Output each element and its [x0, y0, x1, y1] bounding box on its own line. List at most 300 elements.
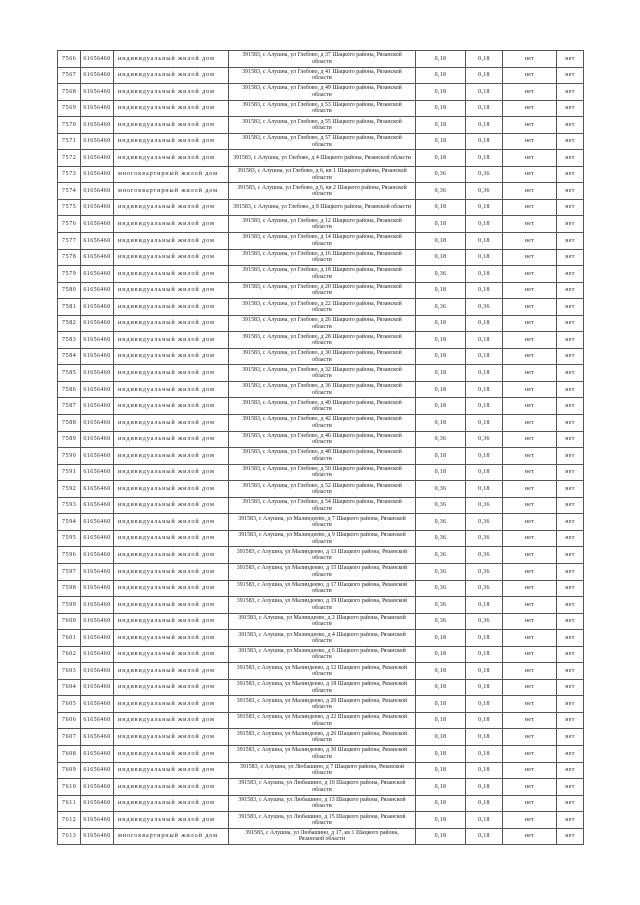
value-1: 0,36: [416, 581, 466, 598]
oktmo-code: 61656460: [81, 432, 114, 449]
flag-1: нет: [503, 746, 557, 763]
flag-2: нет: [557, 597, 584, 614]
row-number: 7572: [58, 150, 81, 167]
value-2: 0,36: [466, 498, 503, 515]
value-1: 0,18: [416, 415, 466, 432]
flag-1: нет: [503, 779, 557, 796]
flag-1: нет: [503, 547, 557, 564]
row-number: 7602: [58, 647, 81, 664]
oktmo-code: 61656460: [81, 216, 114, 233]
flag-1: нет: [503, 729, 557, 746]
table-row: [58, 101, 584, 118]
building-type: индивидуальный жилой дом: [114, 101, 229, 118]
table-row: [58, 216, 584, 233]
building-type: многоквартирный жилой дом: [114, 829, 229, 846]
value-2: 0,18: [466, 117, 503, 134]
address: 391583, с Алушна, ул Глебово, д 16 Шацкого района, Рязанской области: [229, 250, 416, 267]
address: 391583, с Алушна, ул Глебово, д 49 Шацкого района, Рязанской области: [229, 84, 416, 101]
flag-2: нет: [557, 365, 584, 382]
row-number: 7586: [58, 382, 81, 399]
flag-1: нет: [503, 200, 557, 217]
building-type: индивидуальный жилой дом: [114, 150, 229, 167]
value-2: 0,18: [466, 829, 503, 846]
address: 391583, с Алушна, ул Глебово, д 37 Шацкого района, Рязанской области: [229, 51, 416, 68]
address: 391583, с Алушна, ул Глебово, д 40 Шацкого района, Рязанской области: [229, 398, 416, 415]
table-row: [58, 680, 584, 697]
address: 391583, с Алушна, ул Глебово, д 18 Шацкого района, Рязанской области: [229, 266, 416, 283]
flag-1: нет: [503, 299, 557, 316]
oktmo-code: 61656460: [81, 713, 114, 730]
address: 391583, с Алушна, ул Глебово, д 22 Шацкого района, Рязанской области: [229, 299, 416, 316]
address: 391583, с Алушна, ул Глебово, д 42 Шацкого района, Рязанской области: [229, 415, 416, 432]
building-type: индивидуальный жилой дом: [114, 432, 229, 449]
building-type: индивидуальный жилой дом: [114, 547, 229, 564]
row-number: 7570: [58, 117, 81, 134]
table-row: [58, 763, 584, 780]
value-1: 0,18: [416, 68, 466, 85]
row-number: 7606: [58, 713, 81, 730]
value-2: 0,18: [466, 481, 503, 498]
building-type: индивидуальный жилой дом: [114, 812, 229, 829]
value-2: 0,36: [466, 183, 503, 200]
flag-1: нет: [503, 680, 557, 697]
oktmo-code: 61656460: [81, 134, 114, 151]
oktmo-code: 61656460: [81, 365, 114, 382]
building-type: индивидуальный жилой дом: [114, 316, 229, 333]
oktmo-code: 61656460: [81, 299, 114, 316]
value-2: 0,18: [466, 200, 503, 217]
flag-1: нет: [503, 101, 557, 118]
oktmo-code: 61656460: [81, 465, 114, 482]
value-1: 0,18: [416, 647, 466, 664]
building-type: индивидуальный жилой дом: [114, 696, 229, 713]
flag-2: нет: [557, 448, 584, 465]
flag-1: нет: [503, 647, 557, 664]
building-type: индивидуальный жилой дом: [114, 349, 229, 366]
flag-1: нет: [503, 117, 557, 134]
value-2: 0,18: [466, 382, 503, 399]
table-row: [58, 547, 584, 564]
row-number: 7573: [58, 167, 81, 184]
value-1: 0,18: [416, 448, 466, 465]
row-number: 7578: [58, 250, 81, 267]
oktmo-code: 61656460: [81, 663, 114, 680]
building-type: индивидуальный жилой дом: [114, 200, 229, 217]
value-1: 0,36: [416, 597, 466, 614]
flag-1: нет: [503, 233, 557, 250]
value-1: 0,18: [416, 663, 466, 680]
table-row: [58, 266, 584, 283]
address: 391583, с Алушна, ул Глебово, д 28 Шацкого района, Рязанской области: [229, 332, 416, 349]
oktmo-code: 61656460: [81, 630, 114, 647]
value-1: 0,36: [416, 531, 466, 548]
row-number: 7605: [58, 696, 81, 713]
table-row: [58, 134, 584, 151]
flag-2: нет: [557, 84, 584, 101]
table-row: [58, 581, 584, 598]
address: 391583, с Алушна, ул Глебово, д 30 Шацкого района, Рязанской области: [229, 349, 416, 366]
flag-1: нет: [503, 514, 557, 531]
table-row: [58, 150, 584, 167]
flag-2: нет: [557, 547, 584, 564]
flag-1: нет: [503, 382, 557, 399]
flag-1: нет: [503, 465, 557, 482]
table-row: [58, 829, 584, 846]
row-number: 7583: [58, 332, 81, 349]
oktmo-code: 61656460: [81, 382, 114, 399]
row-number: 7575: [58, 200, 81, 217]
row-number: 7596: [58, 547, 81, 564]
oktmo-code: 61656460: [81, 746, 114, 763]
value-1: 0,18: [416, 332, 466, 349]
value-1: 0,36: [416, 432, 466, 449]
value-2: 0,18: [466, 349, 503, 366]
row-number: 7566: [58, 51, 81, 68]
flag-2: нет: [557, 266, 584, 283]
value-1: 0,18: [416, 117, 466, 134]
address: 391583, с Алушна, ул Глебово, д 46 Шацкого района, Рязанской области: [229, 432, 416, 449]
oktmo-code: 61656460: [81, 448, 114, 465]
flag-2: нет: [557, 51, 584, 68]
flag-2: нет: [557, 630, 584, 647]
value-2: 0,18: [466, 746, 503, 763]
flag-1: нет: [503, 713, 557, 730]
value-2: 0,18: [466, 233, 503, 250]
row-number: 7568: [58, 84, 81, 101]
oktmo-code: 61656460: [81, 117, 114, 134]
row-number: 7585: [58, 365, 81, 382]
value-1: 0,18: [416, 283, 466, 300]
building-type: индивидуальный жилой дом: [114, 216, 229, 233]
value-2: 0,18: [466, 779, 503, 796]
oktmo-code: 61656460: [81, 415, 114, 432]
table-row: [58, 250, 584, 267]
value-1: 0,36: [416, 299, 466, 316]
address: 391583, с Алушна, ул Глебово, д 52 Шацкого района, Рязанской области: [229, 481, 416, 498]
flag-2: нет: [557, 200, 584, 217]
value-2: 0,36: [466, 531, 503, 548]
table-row: [58, 696, 584, 713]
flag-2: нет: [557, 481, 584, 498]
flag-1: нет: [503, 183, 557, 200]
row-number: 7600: [58, 614, 81, 631]
oktmo-code: 61656460: [81, 183, 114, 200]
row-number: 7582: [58, 316, 81, 333]
value-2: 0,18: [466, 365, 503, 382]
value-1: 0,36: [416, 547, 466, 564]
address: 391583, с Алушна, ул Любашино, д 17, кв 1 Шацкого района, Рязанской области: [229, 829, 416, 846]
value-2: 0,36: [466, 564, 503, 581]
flag-1: нет: [503, 829, 557, 846]
row-number: 7612: [58, 812, 81, 829]
address: 391583, с Алушна, ул Малиндеево, д 22 Шацкого района, Рязанской области: [229, 713, 416, 730]
flag-2: нет: [557, 498, 584, 515]
row-number: 7589: [58, 432, 81, 449]
row-number: 7598: [58, 581, 81, 598]
table-row: [58, 283, 584, 300]
table-row: [58, 299, 584, 316]
address: 391583, с Алушна, ул Малиндеево, д 4 Шацкого района, Рязанской области: [229, 630, 416, 647]
oktmo-code: 61656460: [81, 614, 114, 631]
address: 391583, с Алушна, ул Малиндеево, д 7 Шацкого района, Рязанской области: [229, 514, 416, 531]
value-2: 0,18: [466, 283, 503, 300]
address: 391583, с Алушна, ул Глебово, д 6, кв 2 Шацкого района, Рязанской области: [229, 183, 416, 200]
flag-2: нет: [557, 514, 584, 531]
oktmo-code: 61656460: [81, 498, 114, 515]
building-type: индивидуальный жилой дом: [114, 531, 229, 548]
flag-2: нет: [557, 349, 584, 366]
oktmo-code: 61656460: [81, 680, 114, 697]
flag-1: нет: [503, 316, 557, 333]
address: 391583, с Алушна, ул Любашино, д 15 Шацкого района, Рязанской области: [229, 812, 416, 829]
row-number: 7601: [58, 630, 81, 647]
value-1: 0,18: [416, 779, 466, 796]
row-number: 7611: [58, 796, 81, 813]
value-1: 0,36: [416, 564, 466, 581]
row-number: 7579: [58, 266, 81, 283]
building-type: индивидуальный жилой дом: [114, 398, 229, 415]
row-number: 7603: [58, 663, 81, 680]
row-number: 7567: [58, 68, 81, 85]
value-1: 0,36: [416, 266, 466, 283]
building-type: индивидуальный жилой дом: [114, 514, 229, 531]
flag-2: нет: [557, 233, 584, 250]
table-row: [58, 349, 584, 366]
table-row: [58, 51, 584, 68]
flag-2: нет: [557, 283, 584, 300]
table-row: [58, 84, 584, 101]
value-1: 0,18: [416, 630, 466, 647]
flag-1: нет: [503, 68, 557, 85]
row-number: 7581: [58, 299, 81, 316]
flag-2: нет: [557, 332, 584, 349]
flag-2: нет: [557, 250, 584, 267]
row-number: 7595: [58, 531, 81, 548]
value-1: 0,18: [416, 84, 466, 101]
value-1: 0,36: [416, 614, 466, 631]
oktmo-code: 61656460: [81, 398, 114, 415]
oktmo-code: 61656460: [81, 696, 114, 713]
value-2: 0,18: [466, 316, 503, 333]
flag-2: нет: [557, 167, 584, 184]
building-type: индивидуальный жилой дом: [114, 597, 229, 614]
flag-1: нет: [503, 398, 557, 415]
building-type: индивидуальный жилой дом: [114, 481, 229, 498]
value-2: 0,36: [466, 167, 503, 184]
table-row: [58, 382, 584, 399]
value-2: 0,18: [466, 68, 503, 85]
flag-2: нет: [557, 134, 584, 151]
row-number: 7571: [58, 134, 81, 151]
flag-1: нет: [503, 51, 557, 68]
building-type: индивидуальный жилой дом: [114, 465, 229, 482]
building-type: индивидуальный жилой дом: [114, 415, 229, 432]
value-1: 0,18: [416, 250, 466, 267]
row-number: 7597: [58, 564, 81, 581]
building-type: индивидуальный жилой дом: [114, 299, 229, 316]
flag-1: нет: [503, 796, 557, 813]
row-number: 7610: [58, 779, 81, 796]
value-1: 0,18: [416, 829, 466, 846]
oktmo-code: 61656460: [81, 283, 114, 300]
building-type: индивидуальный жилой дом: [114, 729, 229, 746]
oktmo-code: 61656460: [81, 250, 114, 267]
flag-1: нет: [503, 415, 557, 432]
flag-2: нет: [557, 614, 584, 631]
address: 391583, с Алушна, ул Малиндеево, д 18 Шацкого района, Рязанской области: [229, 680, 416, 697]
flag-2: нет: [557, 680, 584, 697]
value-1: 0,18: [416, 746, 466, 763]
table-row: [58, 167, 584, 184]
table-row: [58, 316, 584, 333]
table-row: [58, 796, 584, 813]
address: 391583, с Алушна, ул Глебово, д 14 Шацкого района, Рязанской области: [229, 233, 416, 250]
value-2: 0,36: [466, 614, 503, 631]
flag-2: нет: [557, 647, 584, 664]
value-2: 0,18: [466, 729, 503, 746]
value-2: 0,18: [466, 812, 503, 829]
value-1: 0,18: [416, 763, 466, 780]
oktmo-code: 61656460: [81, 200, 114, 217]
value-2: 0,18: [466, 763, 503, 780]
address: 391583, с Алушна, ул Малиндеево, д 20 Шацкого района, Рязанской области: [229, 696, 416, 713]
flag-2: нет: [557, 531, 584, 548]
row-number: 7574: [58, 183, 81, 200]
address: 391583, с Алушна, ул Малиндеево, д 15 Шацкого района, Рязанской области: [229, 564, 416, 581]
oktmo-code: 61656460: [81, 101, 114, 118]
table-row: [58, 415, 584, 432]
value-1: 0,36: [416, 167, 466, 184]
table-row: [58, 614, 584, 631]
building-type: многоквартирный жилой дом: [114, 183, 229, 200]
flag-2: нет: [557, 812, 584, 829]
building-type: индивидуальный жилой дом: [114, 647, 229, 664]
table-row: [58, 746, 584, 763]
building-type: индивидуальный жилой дом: [114, 796, 229, 813]
value-1: 0,18: [416, 316, 466, 333]
value-1: 0,18: [416, 51, 466, 68]
value-1: 0,18: [416, 398, 466, 415]
building-type: индивидуальный жилой дом: [114, 763, 229, 780]
oktmo-code: 61656460: [81, 547, 114, 564]
address: 391583, с Алушна, ул Глебово, д 48 Шацкого района, Рязанской области: [229, 448, 416, 465]
building-type: индивидуальный жилой дом: [114, 332, 229, 349]
building-type: индивидуальный жилой дом: [114, 233, 229, 250]
building-type: индивидуальный жилой дом: [114, 663, 229, 680]
flag-1: нет: [503, 432, 557, 449]
row-number: 7587: [58, 398, 81, 415]
oktmo-code: 61656460: [81, 481, 114, 498]
value-1: 0,36: [416, 514, 466, 531]
table-row: [58, 531, 584, 548]
value-1: 0,36: [416, 498, 466, 515]
address: 391583, с Алушна, ул Глебово, д 4 Шацкого района, Рязанской области: [229, 150, 416, 167]
table-row: [58, 183, 584, 200]
flag-2: нет: [557, 382, 584, 399]
value-2: 0,36: [466, 581, 503, 598]
flag-2: нет: [557, 183, 584, 200]
oktmo-code: 61656460: [81, 812, 114, 829]
flag-1: нет: [503, 663, 557, 680]
value-1: 0,18: [416, 233, 466, 250]
address: 391583, с Алушна, ул Глебово, д 6, кв 1 Шацкого района, Рязанской области: [229, 167, 416, 184]
value-2: 0,18: [466, 597, 503, 614]
building-type: индивидуальный жилой дом: [114, 746, 229, 763]
flag-1: нет: [503, 266, 557, 283]
value-1: 0,18: [416, 216, 466, 233]
flag-2: нет: [557, 829, 584, 846]
table-row: [58, 117, 584, 134]
row-number: 7594: [58, 514, 81, 531]
flag-1: нет: [503, 812, 557, 829]
value-2: 0,18: [466, 663, 503, 680]
flag-1: нет: [503, 332, 557, 349]
building-type: многоквартирный жилой дом: [114, 167, 229, 184]
address: 391583, с Алушна, ул Малиндеево, д 30 Шацкого района, Рязанской области: [229, 746, 416, 763]
oktmo-code: 61656460: [81, 763, 114, 780]
building-type: индивидуальный жилой дом: [114, 266, 229, 283]
value-2: 0,18: [466, 84, 503, 101]
table-row: [58, 332, 584, 349]
value-1: 0,18: [416, 713, 466, 730]
oktmo-code: 61656460: [81, 150, 114, 167]
address: 391583, с Алушна, ул Глебово, д 32 Шацкого района, Рязанской области: [229, 365, 416, 382]
building-type: индивидуальный жилой дом: [114, 564, 229, 581]
building-type: индивидуальный жилой дом: [114, 84, 229, 101]
flag-1: нет: [503, 531, 557, 548]
building-type: индивидуальный жилой дом: [114, 581, 229, 598]
oktmo-code: 61656460: [81, 84, 114, 101]
value-1: 0,18: [416, 349, 466, 366]
flag-2: нет: [557, 299, 584, 316]
value-1: 0,18: [416, 729, 466, 746]
flag-1: нет: [503, 630, 557, 647]
oktmo-code: 61656460: [81, 51, 114, 68]
address: 391583, с Алушна, ул Глебово, д 53 Шацкого района, Рязанской области: [229, 101, 416, 118]
value-1: 0,18: [416, 812, 466, 829]
value-2: 0,18: [466, 415, 503, 432]
value-1: 0,36: [416, 481, 466, 498]
value-1: 0,18: [416, 465, 466, 482]
value-2: 0,18: [466, 266, 503, 283]
flag-1: нет: [503, 498, 557, 515]
value-2: 0,18: [466, 134, 503, 151]
address: 391583, с Алушна, ул Глебово, д 50 Шацкого района, Рязанской области: [229, 465, 416, 482]
flag-2: нет: [557, 663, 584, 680]
table-row: [58, 647, 584, 664]
flag-1: нет: [503, 448, 557, 465]
address: 391583, с Алушна, ул Глебово, д 12 Шацкого района, Рязанской области: [229, 216, 416, 233]
flag-2: нет: [557, 763, 584, 780]
flag-1: нет: [503, 283, 557, 300]
address: 391583, с Алушна, ул Любашино, д 13 Шацкого района, Рязанской области: [229, 796, 416, 813]
row-number: 7592: [58, 481, 81, 498]
oktmo-code: 61656460: [81, 779, 114, 796]
flag-1: нет: [503, 167, 557, 184]
building-type: индивидуальный жилой дом: [114, 68, 229, 85]
flag-2: нет: [557, 415, 584, 432]
flag-1: нет: [503, 216, 557, 233]
address: 391583, с Алушна, ул Малиндеево, д 2 Шацкого района, Рязанской области: [229, 614, 416, 631]
oktmo-code: 61656460: [81, 729, 114, 746]
value-1: 0,18: [416, 696, 466, 713]
row-number: 7577: [58, 233, 81, 250]
address: 391583, с Алушна, ул Глебово, д 55 Шацкого района, Рязанской области: [229, 117, 416, 134]
address: 391583, с Алушна, ул Глебово, д 20 Шацкого района, Рязанской области: [229, 283, 416, 300]
oktmo-code: 61656460: [81, 531, 114, 548]
value-2: 0,18: [466, 796, 503, 813]
value-2: 0,18: [466, 332, 503, 349]
